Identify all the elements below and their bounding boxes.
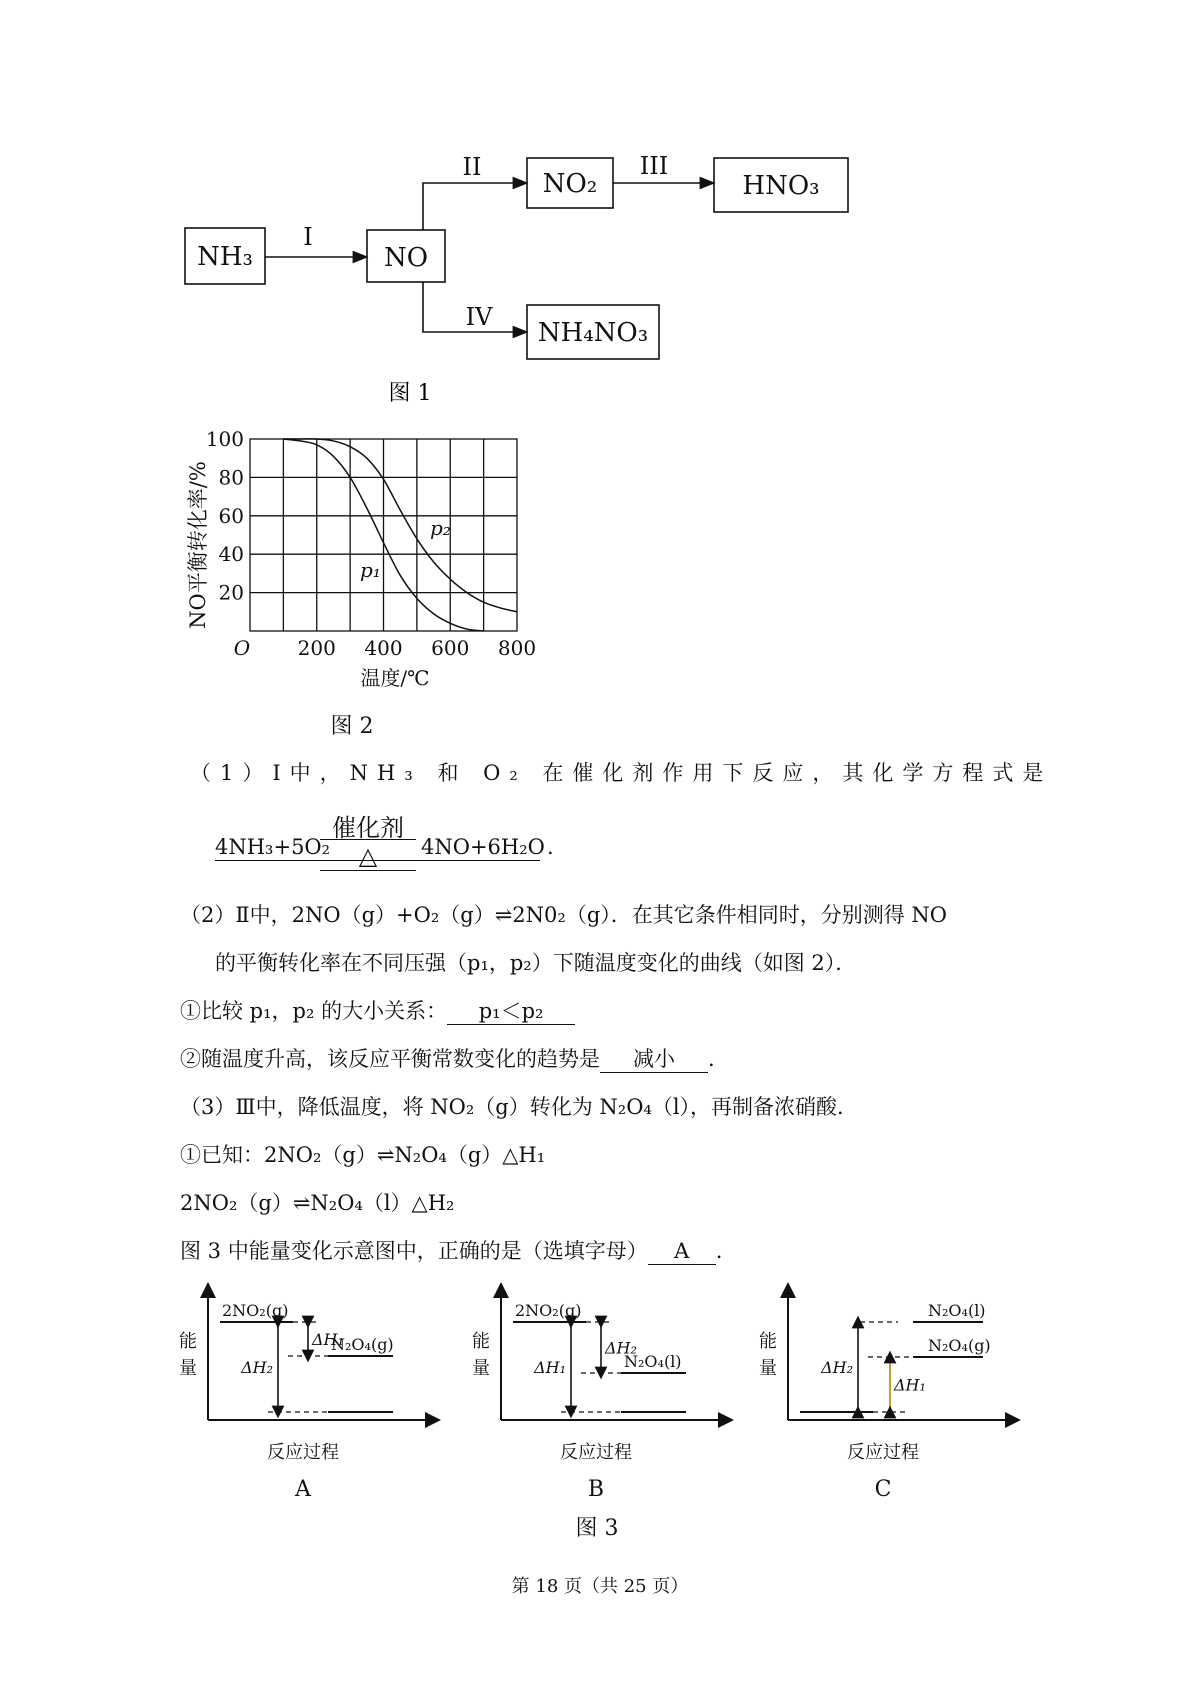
chart-x-tick: 400: [364, 636, 403, 660]
energy-panel-a: [179, 1290, 433, 1502]
series-label-p2: p₂: [430, 516, 451, 540]
flow-diagram: [0, 0, 1200, 420]
energy-axis-label: 量: [472, 1358, 490, 1379]
node-no2: NO₂: [542, 169, 598, 199]
q1-text: （1）Ⅰ中，NH₃ 和 O₂ 在催化剂作用下反应，其化学方程式是: [190, 761, 1053, 785]
energy-axis-label: 量: [759, 1358, 777, 1379]
q3-line4: 图 3 中能量变化示意图中，正确的是（选填字母） A .: [180, 1239, 723, 1263]
node-no: NO: [383, 243, 429, 273]
process-axis-label: 反应过程: [267, 1442, 339, 1463]
eq-heat: △: [358, 842, 378, 870]
energy-axis-label: 能: [179, 1331, 197, 1352]
chart-y-tick: 40: [218, 542, 244, 567]
step-iv: IV: [465, 303, 493, 331]
figure2-caption: 图 2: [330, 714, 374, 739]
chart-ylabel: NO平衡转化率/%: [186, 461, 210, 629]
energy-axis-label: 量: [179, 1358, 197, 1379]
chart-x-tick: 600: [431, 636, 470, 660]
figure3-caption: 图 3: [575, 1516, 619, 1541]
node-hno3: HNO₃: [742, 171, 820, 201]
node-nh4no3: NH₄NO₃: [537, 318, 649, 348]
delta-h-inner-label: ΔH₁: [312, 1330, 344, 1349]
panel-letter: B: [587, 1477, 605, 1502]
q2-line1: （2）Ⅱ中，2NO（g）+O₂（g）⇌2N0₂（g）．在其它条件相同时，分别测得 NO: [180, 903, 948, 927]
level-label-top: 2NO₂(g): [222, 1301, 289, 1320]
q2-sub1: ①比较 p₁，p₂ 的大小关系： p₁＜p₂: [180, 998, 575, 1025]
level-label-mid: N₂O₄(l): [624, 1352, 682, 1371]
eq-catalyst: 催化剂: [332, 814, 404, 842]
panel-letter: A: [295, 1477, 311, 1502]
chart-x-tick: 800: [497, 636, 537, 660]
chart-xlabel: 温度/℃: [360, 666, 430, 690]
series-line-p2: [283, 439, 517, 612]
conversion-chart: [0, 420, 1200, 740]
energy-axis-label: 能: [472, 1331, 490, 1352]
eq-right: 4NO+6H₂O: [421, 835, 545, 859]
level-label-mid: N₂O₄(g): [331, 1335, 394, 1354]
chart-y-tick: 100: [205, 427, 244, 451]
step-iii: III: [639, 152, 669, 180]
energy-panel-c: [759, 1290, 1013, 1502]
energy-panel-b: [472, 1290, 726, 1502]
answer-p-relation: p₁＜p₂: [447, 998, 575, 1025]
process-axis-label: 反应过程: [560, 1442, 632, 1463]
node-nh3: NH₃: [197, 242, 253, 272]
series-label-p1: p₁: [360, 558, 381, 582]
step-i: I: [303, 223, 313, 251]
figure1-caption: 图 1: [388, 381, 432, 406]
answer-trend: 减小: [600, 1046, 708, 1073]
panel-letter: C: [874, 1477, 892, 1502]
level-label-top: 2NO₂(g): [515, 1301, 582, 1320]
q3-line1: （3）Ⅲ中，降低温度，将 NO₂（g）转化为 N₂O₄（l），再制备浓硝酸．: [180, 1095, 859, 1119]
chart-y-tick: 20: [218, 580, 244, 605]
chart-origin: O: [233, 636, 251, 660]
delta-h-outer-label: ΔH₁: [534, 1358, 566, 1377]
q2-line2: 的平衡转化率在不同压强（p₁，p₂）下随温度变化的曲线（如图 2）．: [215, 951, 857, 975]
energy-diagrams: [0, 1275, 1200, 1555]
eq-left: 4NH₃+5O₂: [215, 835, 331, 859]
q1-equation: 4NH₃+5O₂ 催化剂 △ 4NO+6H₂O .: [215, 808, 575, 878]
step-ii: II: [462, 153, 482, 181]
chart-x-tick: 200: [297, 636, 336, 660]
delta-h-inner-label: ΔH₁: [894, 1375, 926, 1395]
process-axis-label: 反应过程: [847, 1442, 919, 1463]
level-label-mid: N₂O₄(g): [928, 1336, 991, 1355]
chart-y-tick: 60: [218, 503, 244, 528]
arrow-ii: [423, 183, 527, 230]
delta-h-outer-label: ΔH₂: [821, 1358, 853, 1377]
q3-line3: 2NO₂（g）⇌N₂O₄（l）△H₂: [180, 1191, 455, 1215]
q3-line2: ①已知：2NO₂（g）⇌N₂O₄（g）△H₁: [180, 1143, 546, 1167]
chart-y-tick: 80: [218, 465, 244, 490]
delta-h-inner-label: ΔH₂: [605, 1338, 637, 1358]
delta-h-outer-label: ΔH₂: [241, 1358, 273, 1377]
q2-sub2: ②随温度升高，该反应平衡常数变化的趋势是 减小 .: [180, 1047, 715, 1071]
level-label-top: N₂O₄(l): [928, 1301, 986, 1320]
energy-axis-label: 能: [759, 1331, 777, 1352]
answer-diagram: A: [648, 1238, 716, 1265]
page-footer: 第 18 页（共 25 页）: [511, 1576, 689, 1597]
